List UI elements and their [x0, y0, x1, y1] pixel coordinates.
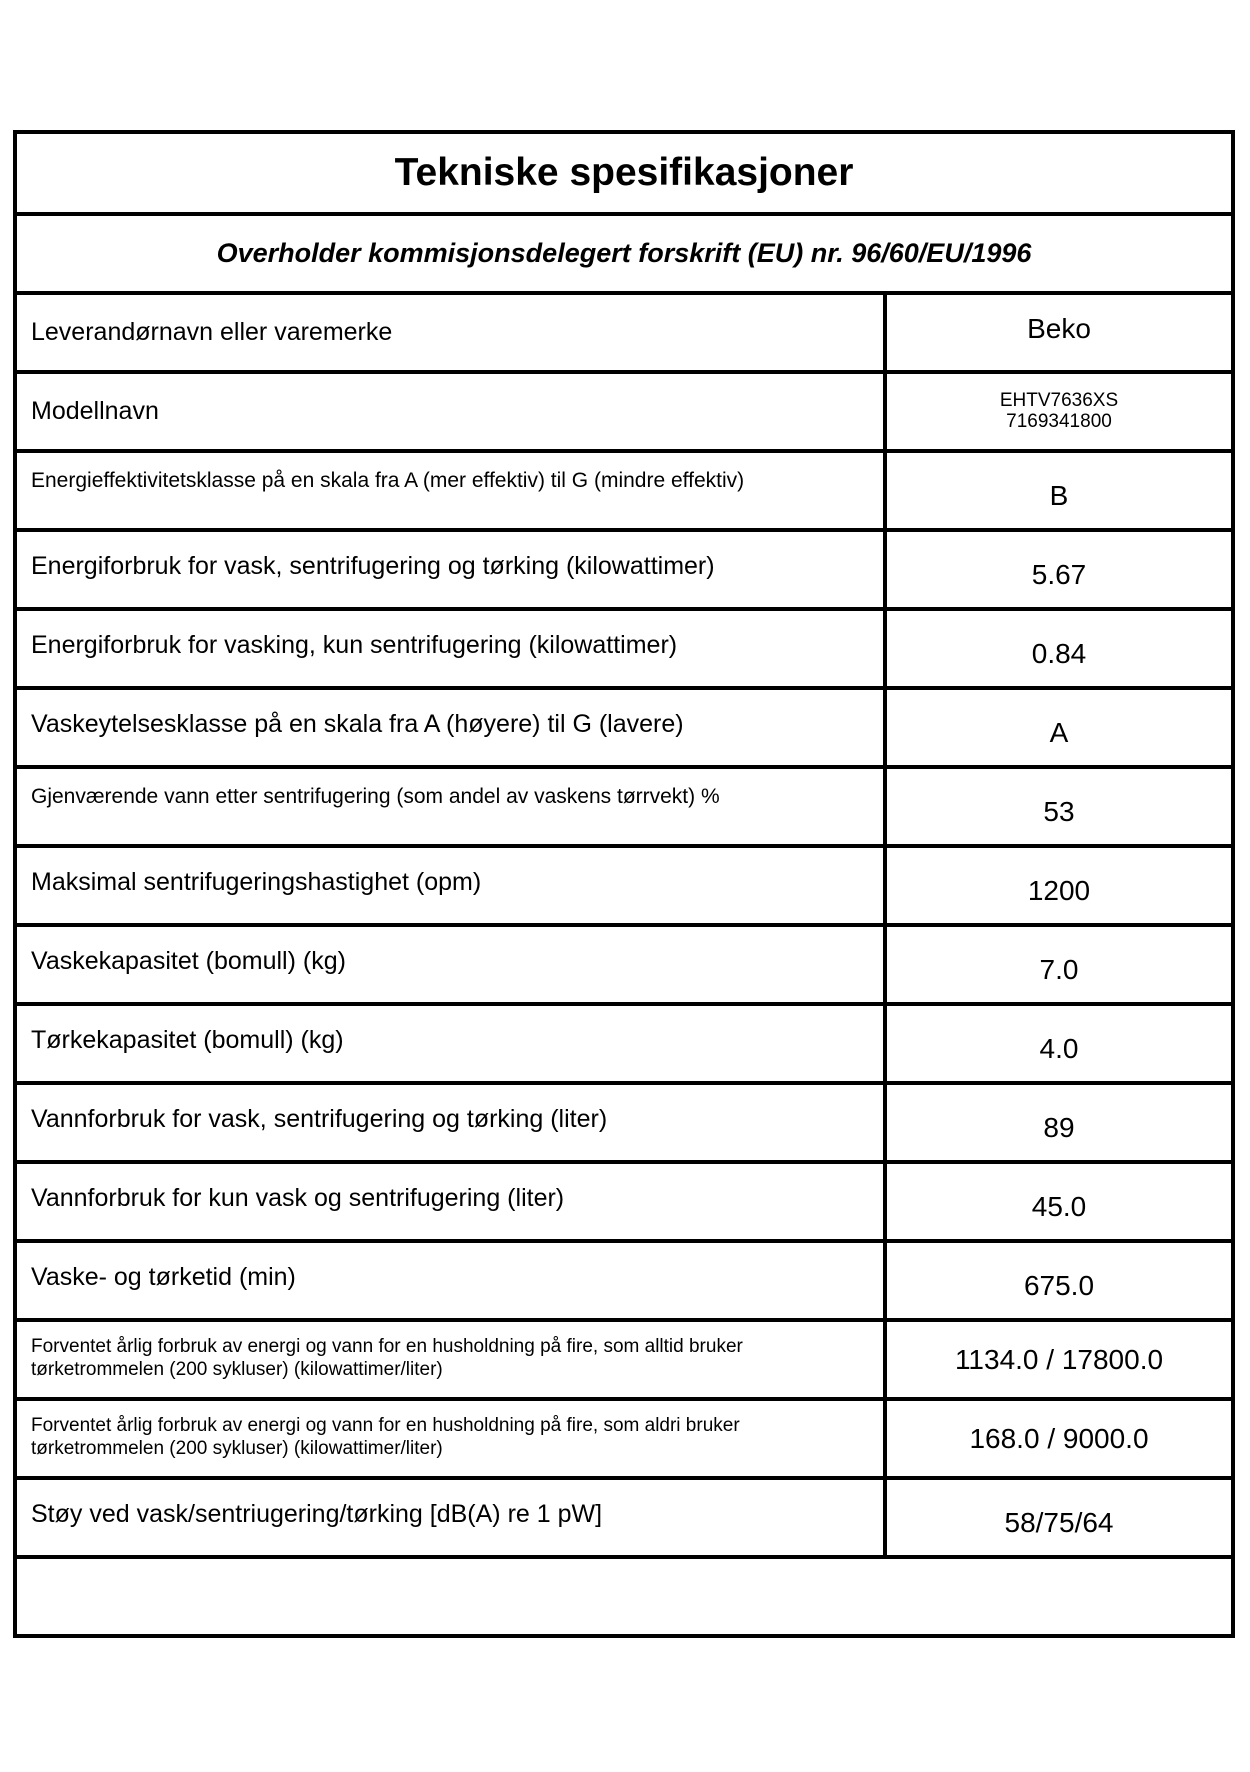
spec-row-spin-speed	[17, 848, 1231, 927]
spec-row-supplier	[17, 295, 1231, 374]
spec-row-energy-wash-dry	[17, 532, 1231, 611]
spec-row-energy-wash	[17, 611, 1231, 690]
spec-label: Modellnavn	[17, 374, 887, 449]
spec-label	[17, 1401, 887, 1476]
spec-row-residual-water	[17, 769, 1231, 848]
spec-label: Vannforbruk for kun vask og sentrifugering (liter)	[17, 1164, 887, 1239]
spec-label: Gjenværende vann etter sentrifugering (som andel av vaskens tørrvekt) %	[17, 769, 887, 844]
spec-value: Beko	[1027, 312, 1091, 344]
spec-value-model	[887, 374, 1231, 449]
spec-value: 7.0	[1039, 953, 1079, 985]
spec-value: 0.84	[1031, 637, 1087, 669]
spec-row-annual-never-dry	[17, 1401, 1231, 1480]
subtitle-row	[17, 216, 1231, 295]
spec-label-line: Forventet årlig forbruk av energi og vann for en husholdning på fire, som aldri bruker	[31, 1415, 740, 1436]
spec-label-line: tørketrommelen (200 sykluser) (kilowattimer/liter)	[31, 1437, 443, 1459]
spec-row-water-wash	[17, 1164, 1231, 1243]
spec-label: Støy ved vask/sentriugering/tørking [dB(A) re 1 pW]	[17, 1480, 887, 1555]
page-subtitle: Overholder kommisjonsdelegert forskrift (EU) nr. 96/60/EU/1996	[216, 238, 1032, 268]
spec-label: Energiforbruk for vasking, kun sentrifugering (kilowattimer)	[17, 611, 887, 686]
spec-value: 53	[1043, 795, 1075, 827]
spec-value: B	[1049, 479, 1069, 511]
spec-sheet	[13, 130, 1235, 1638]
spec-value: 675.0	[1023, 1269, 1095, 1301]
spec-label-line: tørketrommelen (200 sykluser) (kilowattimer/liter)	[31, 1358, 443, 1380]
spec-row-model	[17, 374, 1231, 453]
spec-table	[17, 295, 1231, 1559]
spec-label: Vaskekapasitet (bomull) (kg)	[17, 927, 887, 1002]
spec-row-annual-always-dry	[17, 1322, 1231, 1401]
spec-value: 168.0 / 9000.0	[969, 1422, 1149, 1454]
spec-label: Vaske- og tørketid (min)	[17, 1243, 887, 1318]
spec-value: A	[1049, 716, 1069, 748]
spec-label: Energieffektivitetsklasse på en skala fra A (mer effektiv) til G (mindre effektiv)	[17, 453, 887, 528]
spec-label-line: Forventet årlig forbruk av energi og vann for en husholdning på fire, som alltid bruker	[31, 1336, 743, 1357]
spec-value: 45.0	[1031, 1190, 1087, 1222]
spec-label: Vaskeytelsesklasse på en skala fra A (høyere) til G (lavere)	[17, 690, 887, 765]
spec-row-water-wash-dry	[17, 1085, 1231, 1164]
empty-footer-row	[17, 1563, 1231, 1634]
spec-value: 89	[1043, 1111, 1075, 1143]
spec-row-cycle-time	[17, 1243, 1231, 1322]
spec-label: Maksimal sentrifugeringshastighet (opm)	[17, 848, 887, 923]
spec-label: Vannforbruk for vask, sentrifugering og tørking (liter)	[17, 1085, 887, 1160]
model-name: EHTV7636XS	[999, 389, 1119, 411]
spec-value: 1134.0 / 17800.0	[954, 1343, 1164, 1375]
model-number: 7169341800	[1006, 410, 1112, 432]
spec-value: 5.67	[1031, 558, 1087, 590]
spec-row-energy-class	[17, 453, 1231, 532]
spec-label	[17, 1322, 887, 1397]
title-row	[17, 134, 1231, 216]
spec-row-noise	[17, 1480, 1231, 1559]
spec-value: 58/75/64	[1004, 1506, 1114, 1538]
spec-label: Tørkekapasitet (bomull) (kg)	[17, 1006, 887, 1081]
spec-row-wash-class	[17, 690, 1231, 769]
spec-row-wash-capacity	[17, 927, 1231, 1006]
spec-value: 4.0	[1039, 1032, 1079, 1064]
spec-label: Leverandørnavn eller varemerke	[17, 295, 887, 370]
spec-value: 1200	[1027, 874, 1091, 906]
page-title: Tekniske spesifikasjoner	[394, 151, 854, 194]
spec-row-dry-capacity	[17, 1006, 1231, 1085]
spec-label: Energiforbruk for vask, sentrifugering og tørking (kilowattimer)	[17, 532, 887, 607]
